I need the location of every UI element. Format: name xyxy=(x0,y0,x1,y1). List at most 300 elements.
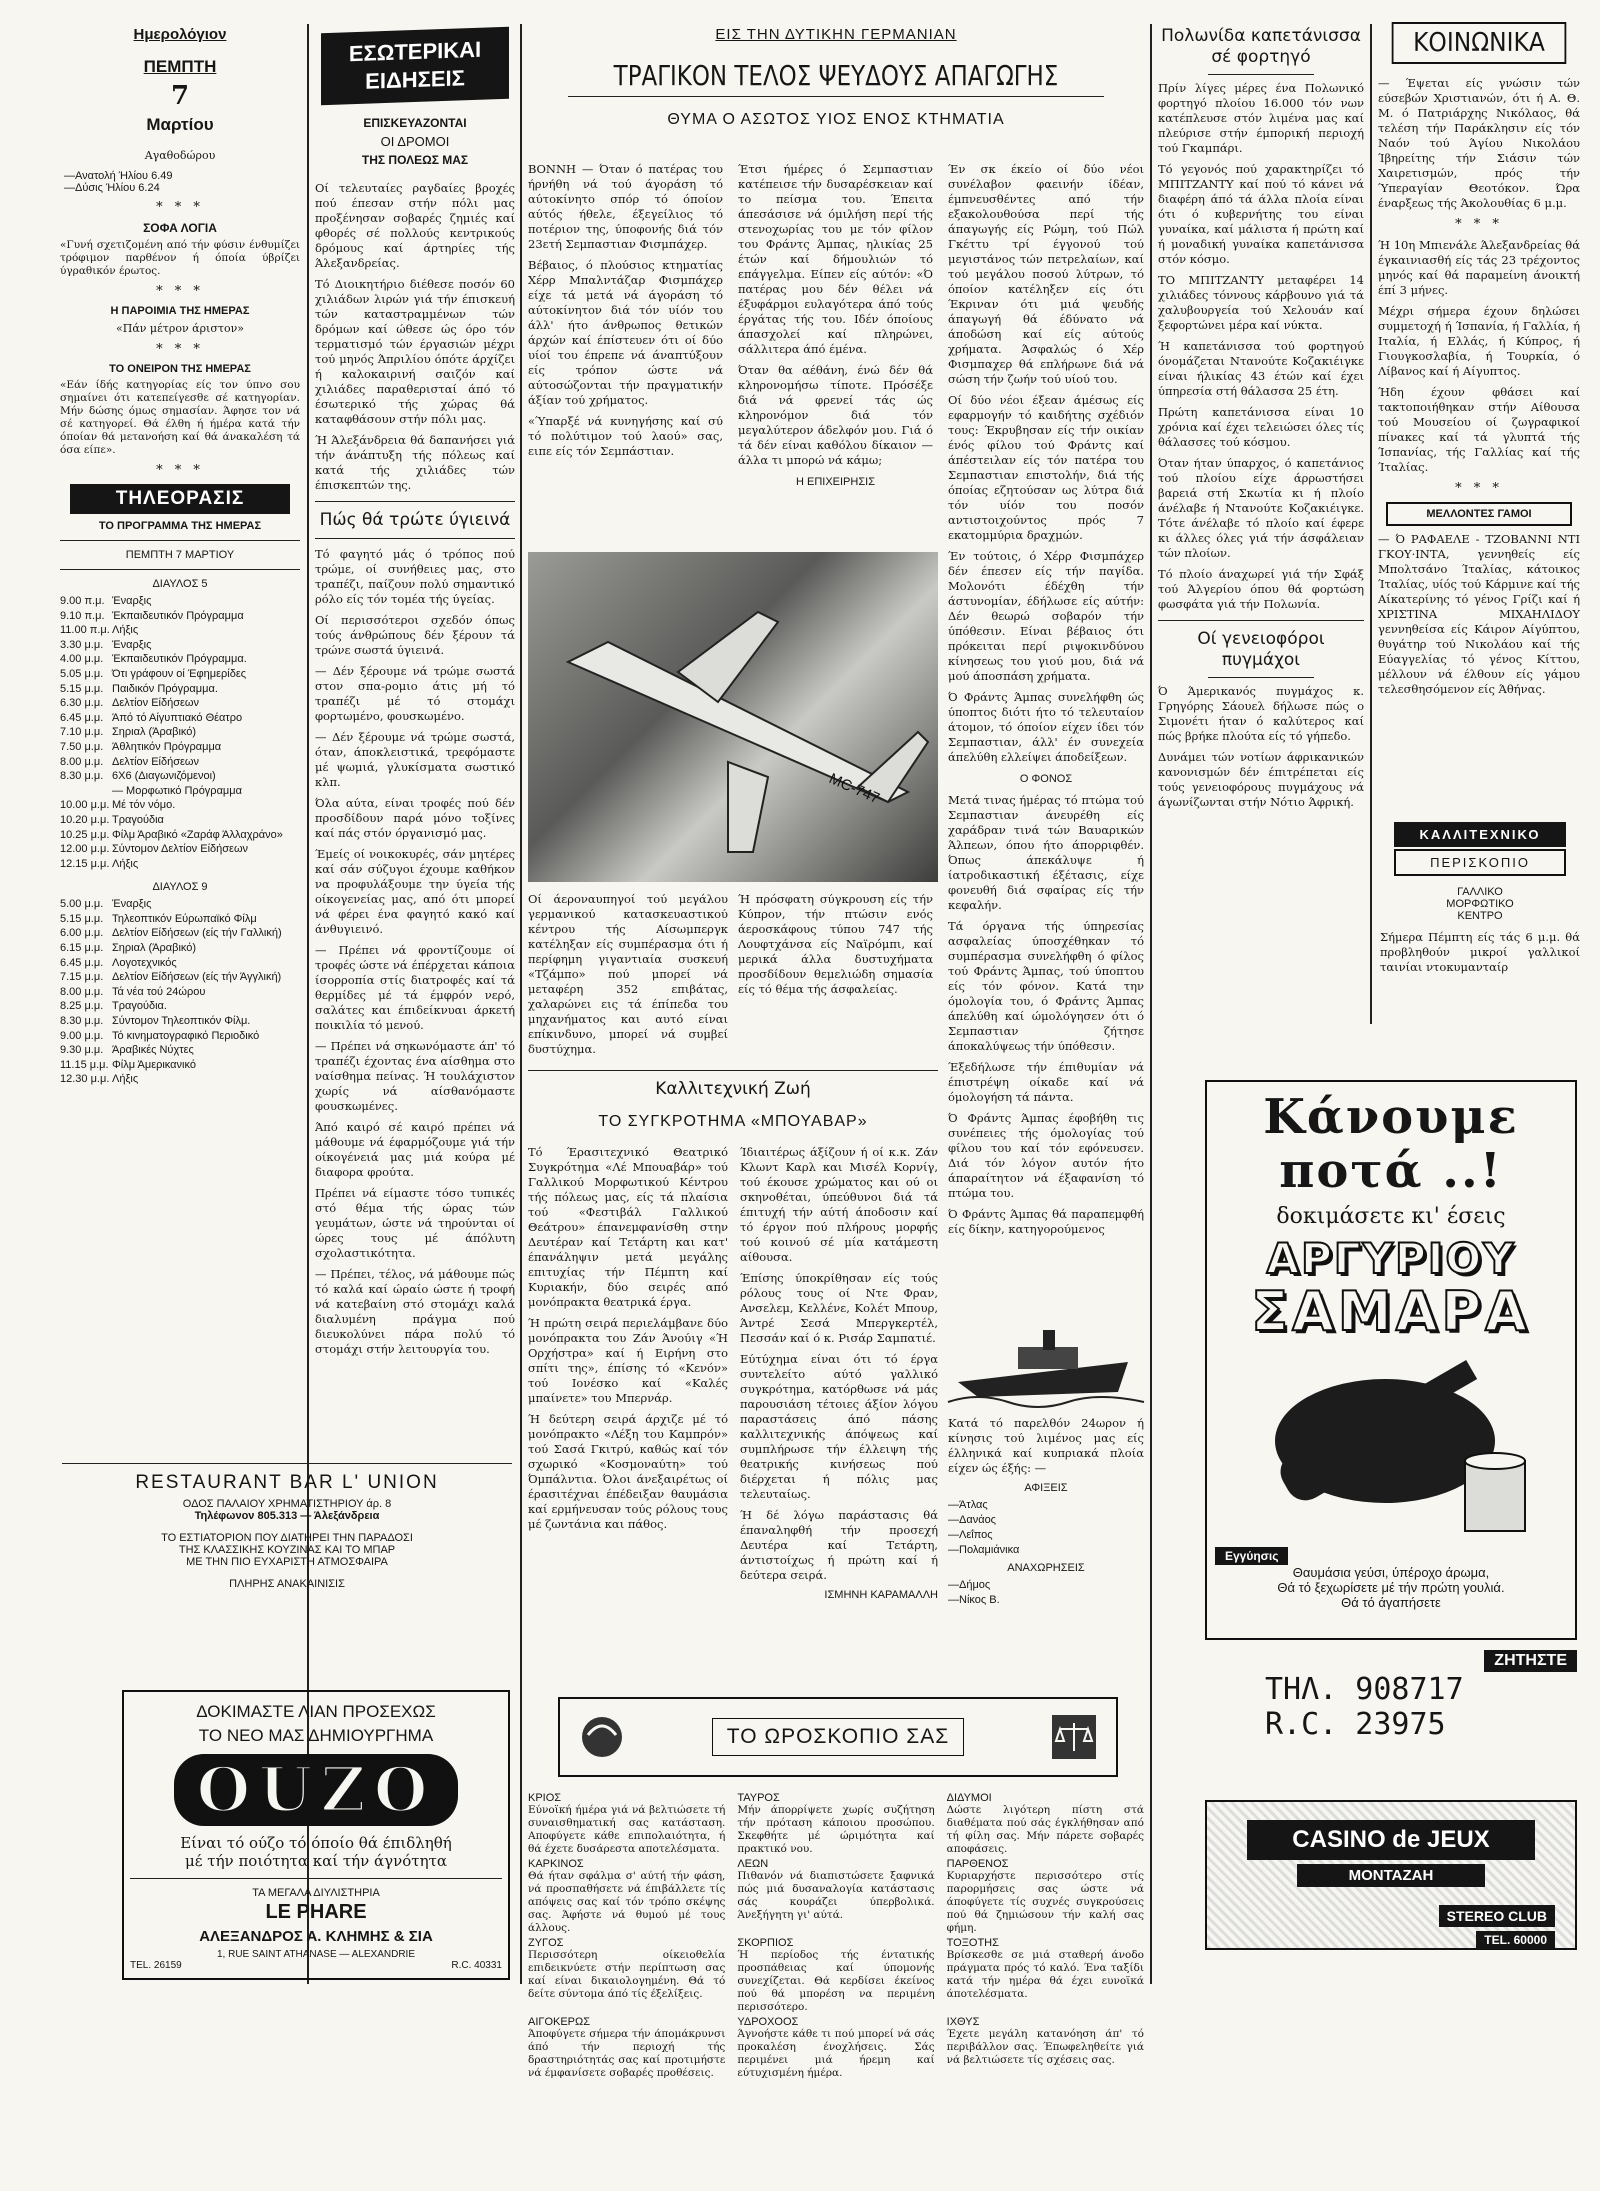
scales-icon xyxy=(1048,1711,1100,1763)
roads-headline-3: ΤΗΣ ΠΟΛΕΩΣ ΜΑΣ xyxy=(361,153,469,167)
airplane-registration: MC-747 xyxy=(826,770,883,808)
cinema-title-1: ΚΑΛΛΙΤΕΧΝΙΚΟ xyxy=(1394,822,1566,847)
divider-line xyxy=(1208,74,1314,75)
story-paragraph: Όταν θα αέθάνη, ένώ δέν θά κληρονομήσω τίποτε. Πρόσέξε διά νά φρενεί τάς ώς κληρονόμον διά τόν μεγαλύτερον άδελφόν μου. Γιά ό τά δέν είναι καθόλου δίκαιον — άλλα τι μπορώ νά κάμω; xyxy=(738,363,933,467)
union-text: ΜΕ ΤΗΝ ΠΙΟ ΕΥΧΑΡΙΣΤΗ ΑΤΜΟΣΦΑΙΡΑ xyxy=(186,1556,388,1568)
horoscope-text: Άποφύγετε σήμερα τήν άπομάκρυνσι άπό τήν περιοχή τής δραστηριότητάς σας καί προτιμήστε νά έμφανίσετε σοβαρές προθέσεις. xyxy=(528,2028,726,2079)
tv-show: Έναρξις xyxy=(112,898,152,911)
social-paragraph: Μέχρι σήμερα έχουν δηλώσει συμμετοχή ή Ίσπανία, ή Γαλλία, ή Ιταλία, ή Ελλάς, ή Κύπρος, ή Γιουγκοσλαβία, ή Τουρκία, ό Λίβανος καί ή Αίγυπτος. xyxy=(1378,304,1580,378)
tv-time: 11.00 π.μ. xyxy=(60,624,110,637)
culture-header: Καλλιτεχνική Ζωή xyxy=(655,1079,811,1099)
captain-paragraph: Πρώτη καπετάνισσα είναι 10 χρόνια καί έχει τελειώσει όλες τίς θάλασσες τού κόσμου. xyxy=(1158,405,1364,449)
column-polish-captain xyxy=(1158,22,1364,816)
ship-name: —Δανάος xyxy=(948,1514,996,1526)
column-rule xyxy=(1150,24,1152,1984)
casino-ad xyxy=(1205,1800,1577,1950)
social-paragraph: — Έψεται είς γνώσιν τών εύσεβών Χριστιανών, ότι ή Α. Θ. Μ. ό Πατριάρχης Νικόλαος, θά τελέση τήν Παράκλησιν είς τόν Ναόν τού Άγίου Νικολάου Ίβηρείτης τήν Σιάσιν τών Χαιρετισμών, πρός τήν Ύπεραγίαν Θεοτόκον. Ώρα έναρξεως τής Άκολουθίας 6 μ.μ. xyxy=(1378,76,1580,210)
social-headline: ΚΟΙΝΩΝΙΚΑ xyxy=(1392,22,1567,64)
proverb-text: «Πάν μέτρον άριστον» xyxy=(116,322,244,335)
health-paragraph: — Πρέπει, τέλος, νά μάθουμε πώς τό καλά καί ώραίο ώστε ή τροφή νά κατεβαίνη στό στομάχι καλά διαλυμένη πράγμα πού διευκολύνει πάρα πολύ τό στομάχι στήν λειτουργία του. xyxy=(315,1267,515,1356)
story-subsection-title: Ο ΦΟΝΟΣ xyxy=(1019,773,1073,785)
story-column-b xyxy=(738,162,933,496)
captain-paragraph: Ή καπετάνισσα τού φορτηγού όνομάζεται Ντανούτε Κοζακιέιγκε είναι ήλικίας 43 έτών καί έχει ύπηρεσία στή θάλασσα 25 έτη. xyxy=(1158,339,1364,398)
domestic-news-title-line2: ΕΙΔΗΣΕΙΣ xyxy=(365,65,465,94)
captain-paragraph: Τό γεγονός πού χαρακτηρίζει τό ΜΠΙΤΖΑΝΤΥ καί πού τό κάνει νά διαφέρη άπό τά άλλα πλοία είναι ότι ό κυβερνήτης του είναι γυναίκα, καί μάλιστα ή πρώτη καί ή μοναδική γυναίκα καπετάνισσα στόν κόσμο. xyxy=(1158,162,1364,266)
tv-schedule-row xyxy=(60,828,300,843)
ship-icon xyxy=(948,1312,1144,1412)
tv-show: Έκπαιδευτικόν Πρόγραμμα xyxy=(112,609,244,622)
tv-schedule-row xyxy=(60,926,300,941)
column-social xyxy=(1378,22,1580,703)
culture-author: ΙΣΜΗΝΗ ΚΑΡΑΜΑΛΛΗ xyxy=(824,1589,938,1601)
horoscope-sign-name: ΛΕΩΝ xyxy=(737,1858,769,1870)
tv-schedule-row xyxy=(60,842,300,857)
channel-5-title: ΔΙΑΥΛΟΣ 5 xyxy=(152,578,208,590)
story-paragraph: Έν σκ έκείο οί δύο νέοι συνέλαβον φαεινήν ίδέαν, έμπνευσθέντες από τήν εξακολουθούσα περί τής άπαγωγής είς Ρώμη, τού Πώλ Γκέττυ τρί έγγονού τού μεγιστάνος τών πετρελαίων, καί τού μεγάλου ποσού λύτρων, τό όποίον κατέληξεν είς ότι Έκριναν ότι μιά ψευδής άπαγωγή θά έδύνατο νά άποδώση καί είς αύτούς χρήματα. Άσφαλώς ό Χέρ Φισμπαχερ θά επλήρωνε διά νά σώση τήν ζωήν τού υίού του. xyxy=(948,162,1144,386)
ship-name: —Νίκος Β. xyxy=(948,1594,1000,1606)
divider-line xyxy=(60,569,300,570)
story-paragraph: Ό Φράντς Άμπας συνελήφθη ώς ύποπτος διότι ήτο τό τελευταίον άτομον, τό όποίον είχεν ίδει τόν Σεμπαστιαν, άλλ' έν συνεχεία άπελύθη ελλείψει άποδείξεων. xyxy=(948,690,1144,764)
tv-show: Τραγούδια. xyxy=(112,1000,167,1013)
cinema-venue-1: ΓΑΛΛΙΚΟ xyxy=(1457,886,1503,898)
tv-time: 7.15 μ.μ. xyxy=(60,971,104,984)
story-paragraph: Ό Φράντς Άμπας θά παραπεμφθή είς δίκην, κατηγορούμενος xyxy=(948,1207,1144,1236)
horoscope-text: Άγνοήστε κάθε τι πού μπορεί νά σάς προκαλέση ένοχλήσεις. Σάς περιμένει μιά ήρεμη καί εύτυχισμένη ήμέρα. xyxy=(737,2028,935,2079)
captain-paragraph: Πρίν λίγες μέρες ένα Πολωνικό φορτηγό πλοίου 16.000 τόν νων κατέπλευσε στόν λιμένα μας καί πλεύρισε στήν έμπορική περιοχή τού Γκαμπάρι. xyxy=(1158,81,1364,155)
tv-time: 10.00 μ.μ. xyxy=(60,799,110,812)
story-subhead: ΘΥΜΑ Ο ΑΣΩΤΟΣ ΥΙΟΣ ΕΝΟΣ ΚΤΗΜΑΤΙΑ xyxy=(667,111,1005,128)
ouzo-owner: ΑΛΕΞΑΝΔΡΟΣ Α. ΚΛΗΜΗΣ & ΣΙΑ xyxy=(199,1928,433,1945)
tv-schedule-row xyxy=(60,1014,300,1029)
tv-schedule-row xyxy=(60,667,300,682)
boxing-paragraph: Ό Άμερικανός πυγμάχος κ. Γρηγόρης Σάουελ δήλωσε πώς ο Σιμονέτι ήταν ό καλύτερος καί πώς βρήκε πλούτα είς τό γήπεδο. xyxy=(1158,684,1364,743)
tv-schedule-row xyxy=(60,1058,300,1073)
tv-time: 8.30 μ.μ. xyxy=(60,770,104,783)
samara-brand-2: ΣΑΜΑΡΑ xyxy=(1251,1280,1531,1343)
story-kicker: ΕΙΣ ΤΗΝ ΔΥΤΙΚΗΝ ΓΕΡΜΑΝΙΑΝ xyxy=(715,26,957,43)
horoscope-text: Βρίσκεσθε σε μιά σταθερή άνοδο πράγματα πρός τό καλό. Ένα ταξίδι κατά τήν ημέρα θά έχει ευνοϊκά άποτελέσματα. xyxy=(946,1949,1144,2000)
tv-schedule-row xyxy=(60,784,300,799)
tv-time: 6.30 μ.μ. xyxy=(60,697,104,710)
roads-paragraph: Οί τελευταίες ραγδαίες βροχές πού έπεσαν στήν πόλι μας προξένησαν σοβαρές ζημιές καί φθορές σέ πολλούς κεντρικούς δρόμους καί άρτηρίες τής Άλεξανδρείας. xyxy=(315,181,515,270)
samara-guarantee: Εγγύησις xyxy=(1215,1547,1288,1565)
calendar-day: ΠΕΜΠΤΗ xyxy=(143,57,217,76)
story-paragraph: Ό Φράντς Άμπας έφοβήθη τις συνέπειες τής όμολογίας τού φίλου του καί τόν εφόνευσεν. Διά τόν λόγον αυτόν ήτο άπαραίτητον νά έξαφανίση τό πτώμα του. xyxy=(948,1111,1144,1200)
horoscope-sign xyxy=(737,1792,934,1858)
tv-schedule-row xyxy=(60,857,300,872)
column-domestic-news xyxy=(315,22,515,1363)
tv-time: 3.30 μ.μ. xyxy=(60,638,104,651)
union-restaurant-ad xyxy=(62,1455,512,1620)
tv-time: 10.25 μ.μ. xyxy=(60,828,110,841)
health-paragraph: — Πρέπει νά σηκωνόμαστε άπ' τό τραπέζι έχοντας ένα αίσθημα στο ναίσθημα πείνας. Ή τουλάχιστον χωρίς νά αίσθανόμαστε φουσκωμένες. xyxy=(315,1039,515,1113)
tv-show: Δελτίον Είδήσεων (είς τήν Άγγλική) xyxy=(112,971,282,984)
tv-time: 7.50 μ.μ. xyxy=(60,740,104,753)
ouzo-slogan-2: μέ τήν ποιότητα καί τήν άγνότητα xyxy=(184,1852,448,1870)
tv-show: Σηριαλ (Άραβικό) xyxy=(112,726,197,739)
tv-schedule-row xyxy=(60,1029,300,1044)
horoscope-text: Θά ήταν σφάλμα σ' αύτή τήν φάση, νά προσπαθήσετε νά έπιβάλλετε τίς απόψεις σας καί τόν τρόπο σκέψης σας. Άφήστε νά θυμού μέ τους άλλους. xyxy=(528,1870,726,1934)
tv-show: Δελτίον Είδήσεων xyxy=(112,755,200,768)
horoscope-text: Περισσότερη οίκειοθελία επιδεικνύετε στήν περίπτωση σας καί είναι δικαιολογημένη. Θά τό δείτε σύντομα άπό τίς έξελίξεις. xyxy=(528,1949,726,2000)
story-paragraph: Έξεδήλωσε τήν έπιθυμίαν νά έπιστρέψη οίκαδε καί νά όμολογήση τά πάντα. xyxy=(948,1060,1144,1104)
samara-headline-1: Κάνουμε xyxy=(1263,1089,1519,1145)
tv-schedule-row xyxy=(60,682,300,697)
health-paragraph: — Δέν ξέρουμε νά τρώμε σωστά, όταν, άποκλειστικά, τρεφόμαστε μέ ψωμιά, γλυκίσματα σωστικό κλπ. xyxy=(315,730,515,789)
tv-show: Λήξις xyxy=(112,1073,139,1086)
roads-headline-1: ΕΠΙΣΚΕΥΑΖΟΝΤΑΙ xyxy=(363,116,467,130)
union-title: RESTAURANT BAR L' UNION xyxy=(135,1472,439,1493)
tv-show: Τό κινηματογραφικό Περιοδικό xyxy=(112,1029,260,1042)
divider-stars: * * * xyxy=(1455,217,1503,232)
port-paragraph: Κατά τό παρελθόν 24ωρον ή κίνησις τού λιμένος μας είς έλληνικά καί κυπριακά πλοία είχεν ώς έξής: — xyxy=(948,1416,1144,1475)
tv-time: 8.30 μ.μ. xyxy=(60,1015,104,1028)
horoscope-sign-name: ΔΙΔΥΜΟΙ xyxy=(946,1792,992,1804)
sunset-time: —Δύσις Ήλίου 6.24 xyxy=(64,182,160,194)
union-text: ΤΟ ΕΣΤΙΑΤΟΡΙΟΝ ΠΟΥ ΔΙΑΤΗΡΕΙ ΤΗΝ ΠΑΡΑΔΟΣΙ xyxy=(161,1532,413,1544)
samara-try: δοκιμάσετε κι' έσεις xyxy=(1276,1204,1506,1229)
tv-time xyxy=(60,784,112,799)
story-paragraph: Βέβαιος, ό πλούσιος κτηματίας Χέρρ Μπαλντάζαρ Φισμπάχερ είχε τά μετά νά άγοράση τό αύτοκίνητον διά τόν υίόν του άλλ' ήτο άνθρωπος θετικών άρχών καί έπίστευεν ότι οί δύο υίοί του έπρεπε νά άναπτύξουν είς τρόπον ώστε νά αύτοσώζονται τήν πραγματικήν άξίαν τού χρήματος. xyxy=(528,258,723,407)
story-headline: ΤΡΑΓΙΚΟΝ ΤΕΛΟΣ ΨΕΥΔΟΥΣ ΑΠΑΓΩΓΗΣ xyxy=(613,59,1059,92)
tv-show: Ότι γράφουν οί Έφημερίδες xyxy=(112,667,247,680)
ouzo-company: LE PHARE xyxy=(265,1901,367,1923)
samara-slogan: Θά τό ξεχωρίσετε μέ τήν πρώτη γουλιά. xyxy=(1277,1580,1505,1595)
horoscope-sign-name: ΑΙΓΟΚΕΡΩΣ xyxy=(528,2016,591,2028)
health-headline: Πώς θά τρώτε ύγιεινά xyxy=(319,510,511,530)
culture-section xyxy=(528,1062,938,1601)
roads-paragraph: Τό Διοικητήριο διέθεσε ποσόν 60 χιλιάδων λιρών γιά τήν έπισκευή τών καταστραμμένων τών δρόμων καί ώθεσε ώς όρο τόν τερματισμό τών έργασιών μέχρι τού μηνός Άπριλίου όπότε άρχίζει ή καλοκαιρινή σαιζόν καί χιλιάδες παραθερισταί άπό τό έσωτερικό τής χώρας θά καταφθάσουν στήν πόλι μας. xyxy=(315,277,515,426)
tv-time: 5.15 μ.μ. xyxy=(60,682,104,695)
health-paragraph: Έμείς οί νοικοκυρές, σάν μητέρες καί σάν σύζυγοι έχουμε καθήκον να προφυλάξουμε την ύγεία τής οίκογενείας μας, από ότι μπορεί νά φέρει ένα φαγητό κακό καί άνθυγιεινό. xyxy=(315,847,515,936)
casino-club: STEREO CLUB xyxy=(1439,1905,1555,1927)
horoscope-sign xyxy=(947,1792,1144,1858)
tv-time: 6.15 μ.μ. xyxy=(60,942,104,955)
horoscope-sign xyxy=(947,1937,1144,2016)
tv-show: Λήξις xyxy=(112,624,139,637)
proverb-title: Η ΠΑΡΟΙΜΙΑ ΤΗΣ ΗΜΕΡΑΣ xyxy=(110,305,250,317)
culture-paragraph: Ή πρώτη σειρά περιελάμβανε δύο μονόπρακτα του Ζάν Άνούιγ «Ή Ορχήστρα» καί ή Ειρήνη στο σπίτι της», έπίσης τό «Κενόν» τού Ιονέσκο καί «Καλές μπαίνετε» του Μπερνάρ. xyxy=(528,1316,728,1405)
tv-schedule-row xyxy=(60,652,300,667)
tv-show: Έναρξις xyxy=(112,595,152,607)
samara-contact xyxy=(1205,1650,1577,1780)
tv-time: 9.00 π.μ. xyxy=(60,595,105,607)
tv-show: — Μορφωτικό Πρόγραμμα xyxy=(112,784,242,797)
culture-paragraph: Έπίσης ύποκρίθησαν είς τούς ρόλους τους οί Ντε Φραν, Ανσελεμ, Κελλένε, Κολέτ Μπουρ, Άντρέ Σεσά Μπεργκερτέλ, Πεσσάν καί ό κ. Ρισάρ Σαμπατιέ. xyxy=(740,1271,938,1345)
tv-schedule-row xyxy=(60,941,300,956)
tv-schedule-row xyxy=(60,725,300,740)
culture-column-a xyxy=(528,1145,728,1601)
tv-time: 9.00 μ.μ. xyxy=(60,1029,104,1042)
calendar-masthead: Ημερολόγιον xyxy=(133,26,227,43)
union-phone: Τηλέφωνον 805.313 — Άλεξάνδρεια xyxy=(194,1510,380,1522)
wisdom-title: ΣΟΦΑ ΛΟΓΙΑ xyxy=(143,221,217,235)
tv-show: Λογοτεχνικός xyxy=(112,956,177,969)
cinema-title-2: ΠΕΡΙΣΚΟΠΙΟ xyxy=(1394,849,1566,876)
roads-headline-2: ΟΙ ΔΡΟΜΟΙ xyxy=(380,134,450,149)
culture-paragraph: Τό Έρασιτεχνικό Θεατρικό Συγκρότημα «Λέ Μπουαβάρ» τού Γαλλικού Μορφωτικού Κέντρου τής πόλεως μας, είς τά πλαίσια τού «Φεστιβάλ Γαλλικού Θεάτρου» έπανεμφανίσθη στην Δευτέραν καί Τετάρτη και κατ' έπανάληψιν μετά μεγάλης επιτυχίας τήν Πέμπτη καί Κυριακήν, δύο σειρές από μονόπρακτα θεατρικά έργα. xyxy=(528,1145,728,1309)
culture-column-b xyxy=(740,1145,938,1601)
tv-subtitle: ΤΟ ΠΡΟΓΡΑΜΜΑ ΤΗΣ ΗΜΕΡΑΣ xyxy=(98,520,262,532)
tv-time: 9.10 π.μ. xyxy=(60,609,105,622)
samara-rc: R.C. 23975 xyxy=(1265,1707,1446,1742)
story-paragraph: Έτσι ήμέρες ό Σεμπαστιαν κατέπεισε τήν δυσαρέσκειαν καί το πείσμα του. Έπειτα άπεσάσισε νά όμιλήση περί τής στενοχωρίας του με τόν φίλον του Φράντς Άμπας, ηλικίας 25 έτών καί δήμουλιών τό επάγγελμα. Είπεν είς αύτόν: «Ό πατέρας μου δέν θέλει νά έξυφάρμοι ευλαγότερα άπό τούς έργάτας τής του. Ιδέν όποίους άπασχολεί καί πληρώνει, σάλλιτερα άπό έμένα. xyxy=(738,162,933,356)
tv-time: 6.45 μ.μ. xyxy=(60,711,104,724)
arrivals-list xyxy=(948,1498,1144,1558)
health-paragraph: Τό φαγητό μάς ό τρόπος πού τρώμε, οί συνήθειες μας, στο τραπέζι, παίζουν πολύ σημαντικό ρόλο είς τόν τομέα τής ύγείας. xyxy=(315,547,515,606)
union-address: ΟΔΟΣ ΠΑΛΑΙΟΥ ΧΡΗΜΑΤΙΣΤΗΡΙΟΥ άρ. 8 xyxy=(182,1498,392,1510)
tv-schedule-row xyxy=(60,970,300,985)
horoscope-grid xyxy=(528,1792,1144,2082)
health-paragraph: — Δέν ξέρουμε νά τρώμε σωστά στον σπα-ρομιο άτις μή τό τραπέζι μέ τό στομάχι φορτωμένο, φουσκωμένο. xyxy=(315,664,515,723)
story-column-c xyxy=(948,162,1144,1243)
wisdom-text: «Γυνή σχετιζομένη από τήν φύσιν ένθυμίζει τρόφιμον παρθένον ή όποία ύβρίζει ύγραθικόν έρωτος. xyxy=(60,239,300,277)
story-paragraph: ΒΟΝΝΗ — Όταν ό πατέρας του ήρνήθη νά τού άγοράση τό αύτοκίνητο σπόρ τό όποίον αύτός ήθελε, έξεγείλιος τό ποτέριον της, ύποφονής διά τόν 23ετή Σεμπαστιαν Φισμπάχερ. xyxy=(528,162,723,251)
boxing-headline: Οί γενειοφόροι πυγμάχοι xyxy=(1197,629,1325,670)
tv-time: 8.00 μ.μ. xyxy=(60,755,104,768)
horoscope-banner xyxy=(558,1697,1118,1777)
tv-time: 5.15 μ.μ. xyxy=(60,912,104,925)
tv-schedule-row xyxy=(60,769,300,784)
tv-time: 8.00 μ.μ. xyxy=(60,985,104,998)
horoscope-title: ΤΟ ΩΡΟΣΚΟΠΙΟ ΣΑΣ xyxy=(712,1718,964,1756)
ouzo-brand: OUZO xyxy=(174,1754,457,1826)
horoscope-sign-name: ΤΟΞΟΤΗΣ xyxy=(946,1937,999,1949)
captain-paragraph: ΤΟ ΜΠΙΤΖΑΝΤΥ μεταφέρει 14 χιλιάδες τόννους κάρβουνο γιά τά χαλυβουργεία τού Χελουάν καί ξεφορτώνει μέρα καί νύκτα. xyxy=(1158,273,1364,332)
ship-name: —Δήμος xyxy=(948,1579,991,1591)
horoscope-sign-name: ΚΑΡΚΙΝΟΣ xyxy=(528,1858,584,1870)
culture-paragraph: Ή δέ λόγω παράστασις θά έπαναληφθή τήν προσεχή Δευτέρα καί Τετάρτη, άντιστοίχως ή πρώτη καί ή δεύτερα σειρά. xyxy=(740,1508,938,1582)
crash-column-a xyxy=(528,892,728,1063)
tv-schedule-row xyxy=(60,813,300,828)
health-paragraph: Πρέπει νά είμαστε τόσο τυπικές στό θέμα τής ώρας τών γευμάτων, ώστε νά τηρούνται οί ώρες τους μέ άπόλυτη σχολαστικότητα. xyxy=(315,1186,515,1260)
horoscope-text: Έχετε μεγάλη κατανόηση άπ' τό περιβάλλον σας. Έπωφεληθείτε γιά νά βελτιώσετε τίς σχέσεις σας. xyxy=(946,2028,1144,2066)
arrivals-title: ΑΦΙΞΕΙΣ xyxy=(1024,1482,1068,1494)
sunrise-time: —Ανατολή Ήλίου 6.49 xyxy=(64,170,173,182)
tv-schedule-row xyxy=(60,696,300,711)
divider-line xyxy=(568,96,1104,97)
divider-line xyxy=(528,1070,938,1071)
ouzo-line-2: ΤΟ ΝΕΟ ΜΑΣ ΔΗΜΙΟΥΡΓΗΜΑ xyxy=(198,1726,434,1745)
horoscope-sign xyxy=(528,1858,725,1937)
column-main-story xyxy=(528,22,1144,2079)
tv-show: Φίλμ Άμερικανικό xyxy=(112,1058,196,1071)
cinema-ad xyxy=(1380,822,1580,1002)
bottle-illustration xyxy=(1215,1341,1571,1541)
horoscope-text: Εύνοϊκή ήμέρα γιά νά βελτιώσετε τή συναισθηματική σας κατάσταση. Αποφύγετε κάθε επιπολαιότητα, ή θά έχετε δυσάρεστα αποτελέσματα. xyxy=(528,1804,726,1855)
column-calendar-tv xyxy=(60,22,300,1087)
divider-line xyxy=(1158,620,1364,621)
tv-schedule-row xyxy=(60,594,300,609)
crash-paragraph: Ή πρόσφατη σύγκρουση είς τήν Κύπρον, τήν πτώσιν ενός άεροσκάφους τύπου 747 τής Λουφτχάνσα είς Ναϊρόμπι, καί μερικά άλλα δυστυχήματα προσδίδουν θεμελιώδη σημασία είς τό θέμα τής άσφαλείας. xyxy=(738,892,933,996)
roads-paragraph: Ή Άλεξάνδρεια θά δαπανήσει γιά τήν άνάπτυξη τής πόλεως καί κατά τής χιλιάδες τών έπισκεπτών της. xyxy=(315,433,515,492)
horoscope-sign-name: ΤΑΥΡΟΣ xyxy=(737,1792,780,1804)
calendar-month: Μαρτίου xyxy=(146,115,214,134)
horoscope-text: Μήν άπορρίψετε χωρίς συζήτηση τήν πρόταση κάποιου προσώπου. Σκεφθήτε μέ ώριμότητα καί πρακτικό νου. xyxy=(737,1804,935,1855)
tv-schedule-row xyxy=(60,711,300,726)
tv-show: Σύντομον Τηλεοπτικόν Φίλμ. xyxy=(112,1015,251,1028)
tv-time: 11.15 μ.μ. xyxy=(60,1058,109,1071)
captain-paragraph: Όταν ήταν ύπαρχος, ό καπετάνιος τού πλοίου είχε άρρωστήσει βαρειά στή Σκωτία κι ή πλοίο άνέλαβε ή Ντανούτε Κοζακιέιγκε. Τότε άνέλαβε τό πλοίο καί έφερε κι άλλες όλες γιά τήν άσφάλειαν τών πλοίων. xyxy=(1158,456,1364,560)
divider-stars: * * * xyxy=(156,463,204,478)
story-paragraph: Τά όργανα τής ύπηρεσίας ασφαλείας ύποσχέθηκαν τό συμπέρασμα συνελήφθη ό φίλος τού Φράντς Άμπας, τού ύποπτου είς τόν φόνον. Κατά την όμολογία του, ό Φράντς Άμπας άπελύθη καί ώμολόγησεν ότι ό Σεμπαστιαν ζήτησε άποκαλύψεως τήν ύπόθεσιν. xyxy=(948,919,1144,1053)
captain-paragraph: Τό πλοίο άναχωρεί γιά τήν Σφάξ τού Άλγερίου όπου θά φορτώση φωσφάτα γιά τήν Πολωνία. xyxy=(1158,567,1364,611)
dream-text: «Εάν ίδής κατηγορίας είς τον ύπνο σου σημαίνει ότι κατεπείγεσθε σέ κατηγορίαν. Μήν δώσης όμως σημασίαν. Άφησε τον νά σέ κατηγορεί. Θά έλθη ή ήμέρα κατά τήν όποίαν θά μετανοήση καί θά άνακαλέση τά όσα είπε». xyxy=(60,379,300,456)
horoscope-sign xyxy=(737,2016,934,2082)
tv-schedule-row xyxy=(60,985,300,1000)
ouzo-ad xyxy=(122,1690,510,1980)
tv-schedule-row xyxy=(60,740,300,755)
horoscope-sign xyxy=(737,1937,934,2016)
divider-line xyxy=(62,1463,512,1464)
tv-schedule-row xyxy=(60,638,300,653)
airplane-illustration xyxy=(528,552,938,882)
story-paragraph: Οί δύο νέοι έξεαν άμέσως είς εφαρμογήν τό καιδήτης σχέδιόν τους: Έκρυβησαν είς τήν οικίαν ένός φίλου τού Φράντς καί άπέστειλαν είς τόν πατέρα του Σεμπαστιαν επιστολήν, διά τής όποίας εζητούσαν ως λύτρα διά τόν υίόν του ποσόν αντιστοιχούντος πρός 7 εκατομμύρια δραχμών. xyxy=(948,393,1144,542)
casino-title: CASINO de JEUX xyxy=(1247,1820,1535,1860)
samara-slogan: Θαυμάσια γεύσι, ύπέροχο άρωμα, xyxy=(1292,1565,1490,1580)
ouzo-line-1: ΔΟΚΙΜΑΣΤΕ ΛΙΑΝ ΠΡΟΣΕΧΩΣ xyxy=(196,1702,436,1721)
culture-paragraph: Εύτύχημα είναι ότι τό έργα συντελείτο αύτό γαλλικό συγκρότημα, κατόρθωσε νά μάς παρουσιάση τέτοιες άξίον λόγου παραστάσεις άπό πάσης καλλιτεχνικής άπόψεως καί συμπλήρωσε τήν έλλειψη τής θεατρικής κινήσεως πού διέρχεται ή πόλις μας τελευταίως. xyxy=(740,1352,938,1501)
tv-show: 6Χ6 (Διαγωνιζόμενοι) xyxy=(112,770,216,783)
tv-time: 5.00 μ.μ. xyxy=(60,898,104,911)
horoscope-sign-name: ΖΥΓΟΣ xyxy=(528,1937,564,1949)
tv-time: 12.30 μ.μ. xyxy=(60,1073,110,1086)
tv-schedule-row xyxy=(60,897,300,912)
tv-time: 9.30 μ.μ. xyxy=(60,1044,104,1057)
horoscope-sign-name: ΠΑΡΘΕΝΟΣ xyxy=(946,1858,1009,1870)
ship-name: —Πολαμιάνικα xyxy=(948,1544,1020,1556)
casino-location: MONTAZAH xyxy=(1297,1864,1485,1887)
health-paragraph: Όλα αύτα, είναι τροφές πού δέν προσδίδουν παρά μόνο τοξίνες καί πάς στόν όργανισμό μας. xyxy=(315,796,515,840)
channel-5-schedule xyxy=(60,594,300,871)
divider-line xyxy=(1208,677,1314,678)
health-paragraph: Οί περισσότεροι σχεδόν όπως τούς άνθρώπους δέν ξέρουν τά τρώνε σωστά ύγιεινά. xyxy=(315,613,515,657)
story-paragraph: Μετά τινας ήμέρας τό πτώμα τού Σεμπαστιαν άνευρέθη είς χαράδραν τινά τών Βαυαρικών Άλπεων, όπου ήτο άπορριφθέν. Όπως άπεκάλυψε ή ίατροδικαστική έξέτασις, είχε φονευθή διά σφαίρας είς τήν κεφαλήν. xyxy=(948,793,1144,912)
tv-time: 5.05 μ.μ. xyxy=(60,667,104,680)
samara-brand-1: ΑΡΓΥΡΙΟΥ xyxy=(1266,1234,1516,1283)
divider-line xyxy=(130,1878,502,1879)
tv-time: 7.10 μ.μ. xyxy=(60,726,104,739)
channel-9-schedule xyxy=(60,897,300,1087)
tv-time: 12.15 μ.μ. xyxy=(60,857,110,870)
casino-tel: TEL. 60000 xyxy=(1476,1931,1555,1949)
tv-show: Μέ τόν νόμο. xyxy=(112,799,176,812)
departures-title: ΑΝΑΧΩΡΗΣΕΙΣ xyxy=(1007,1562,1085,1574)
ouzo-slogan-1: Είναι τό ούζο τό όποίο θά έπιδληθή xyxy=(180,1834,452,1852)
horoscope-text: Κυριαρχήστε περισσότερο στίς παρορμήσεις σας ώστε νά άποφύγετε τίς συχνές συγκρούσεις πού θά ζημιώσουν τήν καλή σας φήμη. xyxy=(946,1870,1144,1934)
departures-list xyxy=(948,1578,1144,1608)
tv-time: 6.45 μ.μ. xyxy=(60,956,104,969)
crash-column-b xyxy=(738,892,933,1003)
union-text: ΠΛΗΡΗΣ ΑΝΑΚΑΙΝΙΣΙΣ xyxy=(229,1578,345,1590)
tv-show: Άθλητικόν Πρόγραμμα xyxy=(112,740,222,753)
tv-show: Τραγούδια xyxy=(112,813,164,826)
tv-show: Τηλεοπτικόν Εύρωπαϊκό Φίλμ xyxy=(112,912,257,925)
tv-time: 10.20 μ.μ. xyxy=(60,813,110,826)
tv-show: Φίλμ Άραβικό «Ζαράφ Άλλαχράνο» xyxy=(112,828,283,841)
union-text: ΤΗΣ ΚΛΑΣΣΙΚΗΣ ΚΟΥΖΙΝΑΣ ΚΑΙ ΤΟ ΜΠΑΡ xyxy=(178,1544,396,1556)
captain-headline: Πολωνίδα καπετάνισσα σέ φορτηγό xyxy=(1161,26,1361,67)
tv-show: Σύντομον Δελτίον Είδήσεων xyxy=(112,843,249,856)
tv-schedule-row xyxy=(60,1072,300,1087)
cinema-venue-3: ΚΕΝΤΡΟ xyxy=(1457,910,1503,922)
divider-line xyxy=(315,501,515,502)
tv-schedule-row xyxy=(60,999,300,1014)
tv-date: ΠΕΜΠΤΗ 7 ΜΑΡΤΙΟΥ xyxy=(125,549,235,561)
divider-line xyxy=(60,540,300,541)
boxing-paragraph: Δυνάμει τών νοτίων άφρικανικών κανονισμών δέν έπιτρέπεται είς τούς γενειοφόρους πυγμάχους νά άγωνίζωνται στήν Νότιο Άφρική. xyxy=(1158,750,1364,809)
health-paragraph: Άπό καιρό σέ καιρό πρέπει νά μάθουμε νά έφαρμόζουμε γιά τήν οίκογένειά μας μιά κούρα μέ διαφορα φρούτα. xyxy=(315,1120,515,1179)
story-column-a xyxy=(528,162,723,465)
horoscope-sign-name: ΥΔΡΟΧΟΟΣ xyxy=(737,2016,799,2028)
cinema-text: Σήμερα Πέμπτη είς τάς 6 μ.μ. θά προβληθούν μικροί γαλλικοί ταινίαι ντοκυμανταίρ xyxy=(1380,930,1580,974)
samara-ask: ΖΗΤΗΣΤΕ xyxy=(1484,1650,1577,1672)
horoscope-sign xyxy=(947,2016,1144,2082)
tv-time: 12.00 μ.μ. xyxy=(60,843,110,856)
divider-stars: * * * xyxy=(156,284,204,299)
horoscope-sign-name: ΙΧΘΥΣ xyxy=(946,2016,980,2028)
culture-paragraph: Ή δεύτερη σειρά άρχιζε μέ τό μονόπρακτο «Λέξη του Καμπρόν» τού Σασά Γκιτρύ, καθώς καί τόν σχωρικό «Κοσμοναύτη» τού Όμπάλντια. Όλοι άνεξαιρέτως οί έρασιτέχναι έπέδειξαν θαυμάσια καί ερμήνευσαν τούς ρόλους τους μέ ζωντάνια και πάθος. xyxy=(528,1412,728,1531)
crash-paragraph: Οί άεροναυπηγοί τού μεγάλου γερμανικού κατασκευαστικού κέντρου τής Αίσωμπεργκ κατέληξαν είς συμπέρασμα ότι ή περίφημη γιγαντιαία συσκευή «Τζάμπο» πού μπορεί νά μεταφέρη 352 επιβάτας, χαλαρώνει εις τά έπίπεδα του μηχανήματος και αυτό είναι επίκινδυνο, μπορεί νά συμβεί δυστύχημα. xyxy=(528,892,728,1056)
samara-headline-2: ποτά ..! xyxy=(1279,1143,1503,1199)
social-paragraph: Ή 10η Μπιενάλε Άλεξανδρείας θά έγκαινιασθή είς τάς 23 τρέχοντος μηνός καί θά παραμείνη άνοικτή έπί 3 μήνες. xyxy=(1378,238,1580,297)
tv-schedule-row xyxy=(60,609,300,624)
horoscope-sign xyxy=(947,1858,1144,1937)
horoscope-sign xyxy=(528,1792,725,1858)
story-paragraph: «Ύπαρξέ νά κυνηγήσης καί σύ τό πολύτιμον τού λαού» σας, ειπε είς τόν Σεμπάστιαν. xyxy=(528,414,723,458)
column-rule xyxy=(1370,24,1372,1024)
divider-stars: * * * xyxy=(156,200,204,215)
tv-show: Άπό τό Αίγυπτιακό Θέατρο xyxy=(112,711,243,724)
horoscope-sign xyxy=(737,1858,934,1937)
health-paragraph: — Πρέπει νά φροντίζουμε οί τροφές ώστε νά έπέρχεται κάποια ίσορροπία στίς διατροφές καί τά θερμίδες μέ τά έμφρόν νερό, σαλάτες και έπιδείκνυαι άρκετή ποικιλία τό μενού. xyxy=(315,943,515,1032)
tv-schedule-row xyxy=(60,798,300,813)
channel-9-title: ΔΙΑΥΛΟΣ 9 xyxy=(152,881,208,894)
tv-show: Τά νέα τού 24ώρου xyxy=(112,985,206,998)
calendar-date-number: 7 xyxy=(170,81,190,111)
tv-time: 4.00 μ.μ. xyxy=(60,653,104,666)
samara-phone: ΤΗΛ. 908717 xyxy=(1265,1672,1464,1707)
story-subsection-title: Η ΕΠΙΧΕΙΡΗΣΙΣ xyxy=(795,476,875,488)
horoscope-sign xyxy=(528,1937,725,2016)
airplane-photo xyxy=(528,552,938,882)
ram-icon xyxy=(576,1711,628,1763)
tv-time: 6.00 μ.μ. xyxy=(60,927,104,940)
domestic-news-title-line1: ΕΣΩΤΕΡΙΚΑΙ xyxy=(348,36,482,67)
ship-name: —Άτλας xyxy=(948,1499,988,1511)
horoscope-sign-name: ΣΚΟΡΠΙΟΣ xyxy=(737,1937,794,1949)
port-section xyxy=(948,1312,1144,1608)
tv-schedule-row xyxy=(60,1043,300,1058)
culture-title: ΤΟ ΣΥΓΚΡΟΤΗΜΑ «ΜΠΟΥΑΒΑΡ» xyxy=(598,1113,868,1130)
horoscope-text: Δώστε λιγότερη πίστη στά διαθέματα πού σάς έγκλήθησαν από τή φίλη σας. Μήν πάρετε σοβαρές αποφάσεις. xyxy=(946,1804,1144,1855)
tv-show: Δελτίον Είδήσεων xyxy=(112,697,200,710)
cinema-venue-2: ΜΟΡΦΩΤΙΚΟ xyxy=(1446,898,1514,910)
divider-line xyxy=(315,538,515,539)
tv-show: Λήξις xyxy=(112,857,139,870)
calendar-saint: Αγαθοδώρου xyxy=(144,149,216,162)
horoscope-sign xyxy=(528,2016,725,2082)
column-rule xyxy=(520,24,522,1984)
horoscope-text: Πιθανόν νά διαπιστώσετε ξαφνικά πώς μιά δυσαναλογία κατάστασις σάς κουράζει ύπερβολικά. Άνεξήγητη γι' αύτά. xyxy=(737,1870,935,1921)
tv-show: Άραβικές Νύχτες xyxy=(112,1044,194,1057)
ouzo-tel: TEL. 26159 xyxy=(130,1960,182,1971)
tv-schedule-row xyxy=(60,956,300,971)
ouzo-distillery: ΤΑ ΜΕΓΑΛΑ ΔΙΥΛΙΣΤΗΡΙΑ xyxy=(252,1887,380,1899)
domestic-news-title xyxy=(321,27,509,106)
weddings-text: — Ό ΡΑΦΑΕΛΕ - ΤΖΟΒΑΝΝΙ ΝΤΙ ΓΚΟΥ·ΙΝΤΑ, γεννηθείς είς Μπολτσάνο Ίταλίας, κάτοικος Ίταλίας, υίός τού Κάρμινε καί τής Αίκατερίνης τό γένος Γρίζι καί ή ΧΡΙΣΤΙΝΑ ΜΙΧΑΗΛΙΔΟΥ γεννηθείσα είς Κάιρον Αίγύπτου, θυγάτηρ τού Νικολάου καί τής Εύαγγελίας τό γένος Κίττου, μέλλουν νά έλθουν είς γάμου τελεσθησόμενον είς Άθήνας. xyxy=(1378,532,1580,696)
tv-show: Παιδικόν Πρόγραμμα. xyxy=(112,682,218,695)
